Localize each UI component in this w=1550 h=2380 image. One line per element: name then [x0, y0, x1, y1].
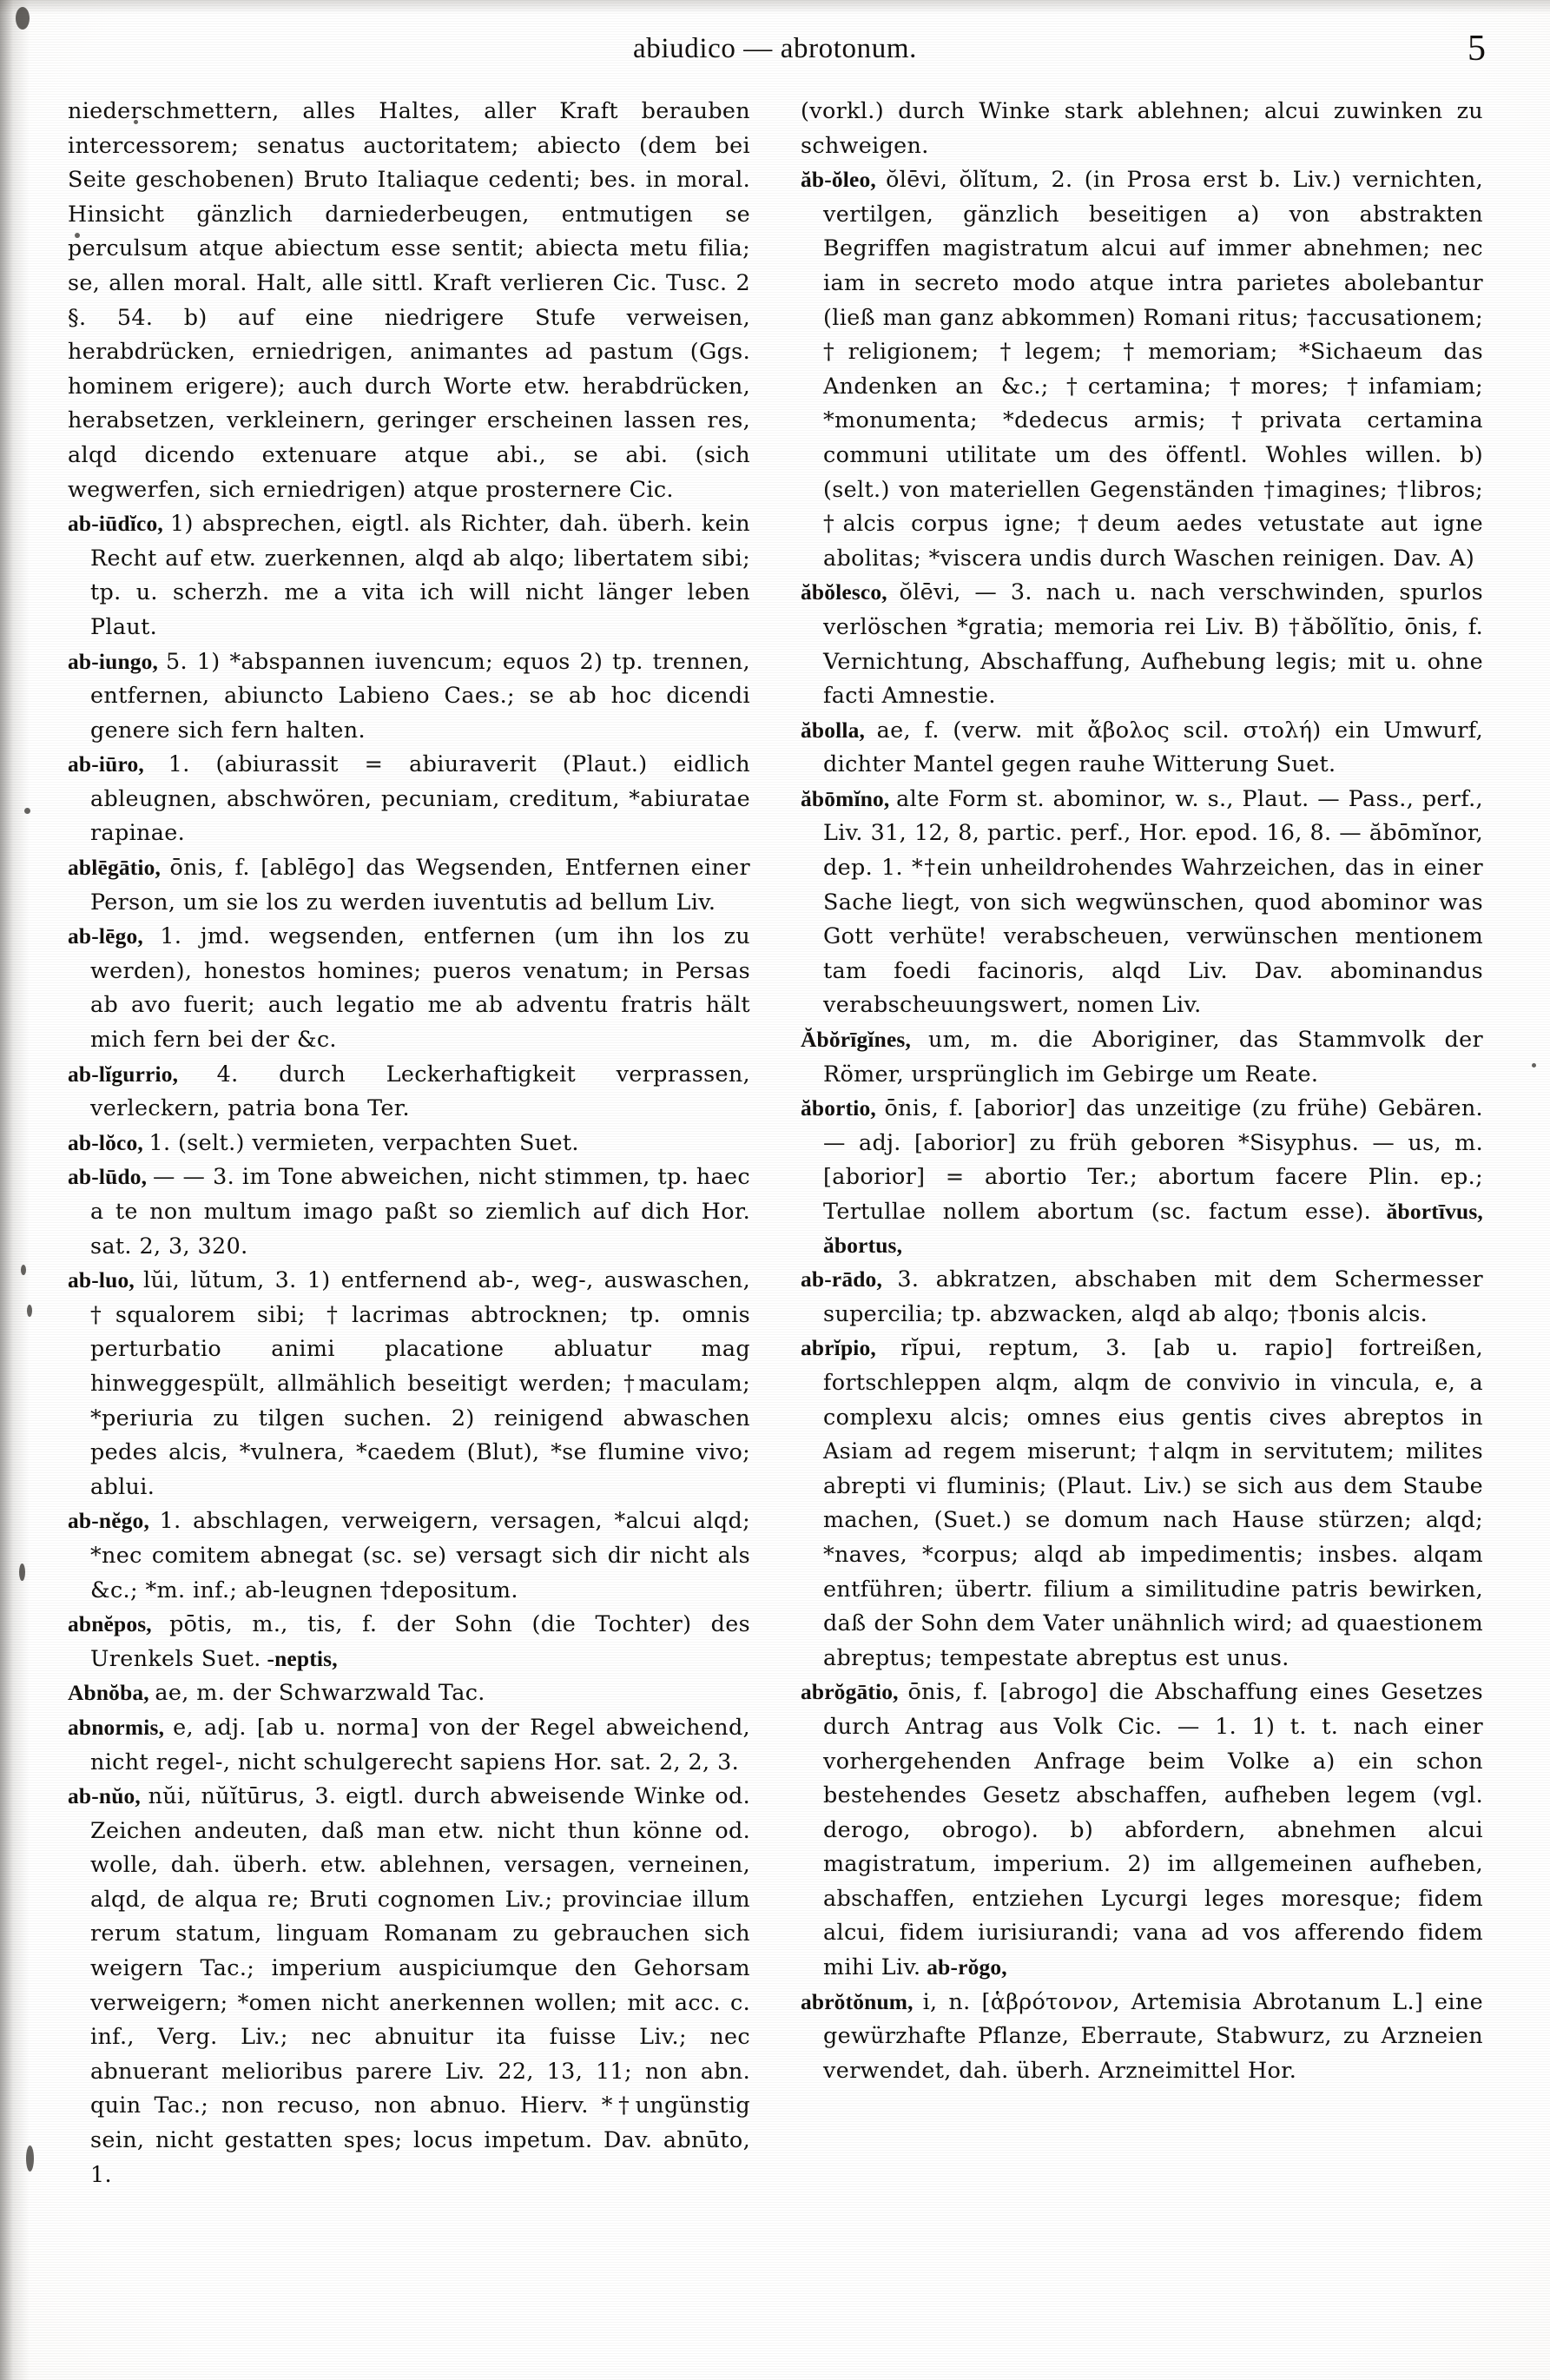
entry-body: ae, m. der Schwarzwald Tac.	[155, 1679, 485, 1706]
entry-body: alte Form st. abominor, w. s., Plaut. — Pass., perf., Liv. 31, 12, 8, partic. perf., Hor. epod. 16, 8. — ăbōmĭnor, dep. 1. *†ein unheildrohendes Wahrzeichen, das in einer Sache liegt, von sich wegwünschen, quod abominor was Gott verhüte! verabscheuen, verwünschen mentionem tam foedi facinoris, alqd Liv. Dav. abominandus verabscheuungswert, nomen Liv.	[823, 784, 1483, 1018]
entry-headword: abnormis,	[68, 1715, 165, 1740]
scan-speck	[24, 808, 30, 814]
scan-speck	[19, 1564, 25, 1581]
entry-body: ŏlēvi, ŏlĭtum, 2. (in Prosa erst b. Liv.) vernichten, vertilgen, gänzlich beseitigen a) von abstrakten Begriffen magistratum alcui auf immer abnehmen; nec iam in secreto modo atque intra parietes abolebantur (ließ man ganz abkommen) Romani ritus; †accusationem; †religionem; †legem; †memoriam; *Sichaeum das Andenken an &c.; †certamina; †mores; †infamiam; *monumenta; *dedecus armis; †privata certamina communi utilitate um des öffentl. Wohles willen. b) (selt.) von materiellen Gegenständen †imagines; †libros; †alcis corpus igne; †deum aedes vetustate aut igne abolitas; *viscera undis durch Waschen reinigen. Dav. A)	[823, 166, 1483, 571]
entry-headword: ăb-ŏleo,	[801, 168, 876, 193]
dictionary-entry	[801, 1675, 1483, 1984]
dictionary-entry	[68, 747, 750, 850]
entry-body: nŭi, nŭĭtūrus, 3. eigtl. durch abweisende Winke od. Zeichen andeuten, daß man etw. nicht thun könne od. wolle, dah. überh. etw. ablehnen, versagen, verneinen, alqd, de alqua re; Bruti cognomen Liv.; provinciae illum rerum statum, linguam Romanam zu gebrauchen sich weigern Tac.; imperium auspiciumque den Gehorsam verweigern; *omen nicht anerkennen wollen; mit acc. c. inf., Verg. Liv.; nec abnuitur ita fuisse Liv.; nec abnuerant melioribus parere Liv. 22, 13, 11; non abn. quin Tac.; non recuso, non abnuo. Hierv. *†ungünstig sein, nicht gestatten spes; locus impetum. Dav. abnūto, 1.	[90, 1782, 750, 2187]
entry-headword: ab-nŭo,	[68, 1784, 141, 1809]
entry-headword: abrŏtŏnum,	[801, 1989, 914, 2014]
entry-body: 1) absprechen, eigtl. als Richter, dah. überh. kein Recht auf etw. zuerkennen, alqd ab alqo; libertatem sibi; tp. u. scherzh. me a vita ich will nicht länger leben Plaut.	[90, 510, 750, 639]
entry-body: pōtis, m., tis, f. der Sohn (die Tochter) des Urenkels Suet.	[90, 1610, 750, 1671]
entry-body: 5. 1) *abspannen iuvencum; equos 2) tp. trennen, entfernen, abiuncto Labieno Caes.; se ab hoc dicendi genere sich fern halten.	[90, 647, 750, 743]
dictionary-entry	[801, 94, 1483, 162]
entry-headword-secondary: ăbortīvus,	[1371, 1200, 1483, 1224]
dictionary-entry	[68, 850, 750, 919]
entry-body: ōnis, f. [abrogo] die Abschaffung eines Gesetzes durch Antrag aus Volk Cic. — 1. 1) t. t. nach einer vorhergehenden Anfrage beim Volke a) ein schon bestehendes Gesetz abschaffen, aufheben legem (vgl. derogo, obrogo). b) abfordern, abnehmen alcui magistratum, imperium. 2) im allgemeinen aufheben, abschaffen, entziehen Lycurgi leges moresque; fidem alcui, fidem iurisiurandi; vana ad vos afferendo fidem mihi Liv.	[823, 1678, 1483, 1980]
page-number: 5	[1468, 29, 1486, 69]
entry-headword-secondary: -neptis,	[261, 1646, 338, 1671]
entry-body: ōnis, f. [aborior] das unzeitige (zu frühe) Gebären. — adj. [aborior] zu früh geboren *Sisyphus. — us, m. [aborior] = abortio Ter.; abortum facere Plin. ep.; Tertullae nollem abortum (sc. factum esse).	[823, 1094, 1483, 1224]
entry-body: 4. durch Leckerhaftigkeit verprassen, verleckern, patria bona Ter.	[90, 1060, 750, 1121]
text-columns	[68, 94, 1483, 2317]
scan-speck	[27, 1305, 32, 1317]
entry-headword: ăbŏlesco,	[801, 580, 887, 605]
scan-top-shadow	[0, 0, 1550, 14]
entry-body: um, m. die Aboriginer, das Stammvolk der Römer, ursprünglich im Gebirge um Reate.	[823, 1026, 1483, 1087]
entry-body: i, n. [ἁβρότονον, Artemisia Abrotanum L.] eine gewürzhafte Pflanze, Eberraute, Stabwurz, zu Arzneien verwendet, dah. überh. Arzneimittel Hor.	[823, 1987, 1483, 2083]
entry-body: 3. abkratzen, abschaben mit dem Schermesser supercilia; tp. abzwacken, alqd ab alqo; †bonis alcis.	[823, 1266, 1483, 1326]
scan-speck	[21, 1265, 26, 1275]
dictionary-entry	[68, 1710, 750, 1779]
entry-headword: ăbortio,	[801, 1096, 876, 1121]
scan-speck	[1532, 1063, 1536, 1068]
dictionary-entry	[801, 162, 1483, 575]
entry-headword: ab-lūdo,	[68, 1165, 148, 1190]
dictionary-entry	[68, 1779, 750, 2192]
entry-headword: ăbōmĭno,	[801, 786, 890, 811]
dictionary-entry	[801, 713, 1483, 782]
entry-headword: ab-iungo,	[68, 649, 159, 674]
scan-speck	[26, 2145, 34, 2172]
entry-body: lŭi, lŭtum, 3. 1) entfernend ab-, weg-, auswaschen, †squalorem sibi; †lacrimas abtrocknen; tp. omnis perturbatio animi placatione abluatur mag hinweggespült, allmählich beseitigt werden; †maculam; *periuria zu tilgen suchen. 2) reinigend abwaschen pedes alcis, *vulnera, *caedem (Blut), *se flumine vivo; ablui.	[90, 1266, 750, 1499]
scan-gutter-shadow	[0, 0, 30, 2380]
dictionary-entry	[801, 1091, 1483, 1262]
column-right	[801, 94, 1483, 2317]
entry-headword: abrĭpio,	[801, 1336, 876, 1361]
running-head	[0, 29, 1550, 75]
entry-body: rĭpui, reptum, 3. [ab u. rapio] fortreißen, fortschleppen alqm, alqm de convivio in vincula, e, a complexu alcis; omnes eius gentis cives abreptos in Asiam ad regem miserunt; †alqm in servitutem; milites abrepti vi fluminis; (Plaut. Liv.) se sich aus dem Staube machen, (Suet.) se domum nach Hause stürzen; alqd; *naves, *corpus; alqd ab impedimentis; insbes. alqam entführen; übertr. filium a similitudine patris bewirken, daß der Sohn dem Vater unähnlich wird; ad quaestionem abreptus; tempestate abreptus est unus.	[823, 1334, 1483, 1670]
entry-headword: ab-lĭgurrio,	[68, 1061, 179, 1087]
dictionary-entry	[68, 1057, 750, 1126]
entry-body: — — 3. im Tone abweichen, nicht stimmen, tp. haec a te non multum imago paßt so ziemlich auf dich Hor. sat. 2, 3, 320.	[90, 1163, 750, 1259]
dictionary-entry	[801, 1331, 1483, 1675]
dictionary-entry	[68, 919, 750, 1056]
dictionary-entry	[68, 1504, 750, 1607]
entry-body: 1. jmd. wegsenden, entfernen (um ihn los zu werden), honestos homines; pueros venatum; in Persas ab avo fuerit; auch legatio me ab adventu fratris hält mich fern bei der &c.	[90, 922, 750, 1053]
entry-headword: abnĕpos,	[68, 1612, 152, 1637]
entry-headword-tertiary: ăbortus,	[823, 1233, 903, 1258]
dictionary-entry	[68, 1160, 750, 1263]
entry-headword: Ăbŏrīgĭnes,	[801, 1028, 912, 1053]
dictionary-entry	[68, 94, 750, 506]
entry-body: 1. (abiurassit = abiuraverit (Plaut.) eidlich ableugnen, abschwören, pecuniam, creditum, *abiuratae rapinae.	[90, 750, 750, 846]
dictionary-entry	[801, 1985, 1483, 2088]
dictionary-entry	[68, 1263, 750, 1504]
entry-headword: ablēgātio,	[68, 856, 162, 881]
entry-body: 1. (selt.) vermieten, verpachten Suet.	[148, 1128, 579, 1155]
entry-headword: ab-rādo,	[801, 1267, 883, 1292]
scan-speck	[16, 7, 30, 30]
entry-headword: abrŏgātio,	[801, 1680, 899, 1705]
entry-body: 1. abschlagen, verweigern, versagen, *alcui alqd; *nec comitem abnegat (sc. se) versagt sich dir nicht als &c.; *m. inf.; ab-leugnen †depositum.	[90, 1507, 750, 1603]
entry-headword: ab-iūdĭco,	[68, 512, 163, 537]
dictionary-entry	[801, 1262, 1483, 1331]
entry-body: ae, f. (verw. mit ἄβολος scil. στολή) ein Umwurf, dichter Mantel gegen rauhe Witterung Suet.	[823, 716, 1483, 777]
dictionary-entry	[68, 506, 750, 644]
entry-headword: ab-lŏco,	[68, 1130, 143, 1155]
entry-headword: ab-nĕgo,	[68, 1509, 150, 1534]
entry-headword: ab-luo,	[68, 1268, 135, 1293]
entry-body: niederschmettern, alles Haltes, aller Kraft berauben intercessorem; senatus auctoritatem; abiecto (dem bei Seite geschobenen) Bruto Italiaque cedenti; bes. in moral. Hinsicht gänzlich darniederbeugen, entmutigen se perculsum atque abiectum esse sentit; abiecta metu filia; se, allen moral. Halt, alle sittl. Kraft verlieren Cic. Tusc. 2 §. 54. b) auf eine niedrigere Stufe verweisen, herabdrücken, erniedrigen, animantes ad pastum (Ggs. hominem erigere); auch durch Worte etw. herabdrücken, herabsetzen, verkleinern, geringer erscheinen lassen res, alqd dicendo extenuare atque abi., se abi. (sich wegwerfen, sich erniedrigen) atque prosternere Cic.	[68, 97, 750, 502]
dictionary-entry	[68, 1676, 750, 1710]
entry-body: ōnis, f. [ablēgo] das Wegsenden, Entfernen einer Person, um sie los zu werden iuventutis ad bellum Liv.	[90, 854, 750, 915]
entry-headword-secondary: ab-rŏgo,	[920, 1955, 1007, 1980]
running-head-title: abiudico — abrotonum.	[633, 33, 917, 64]
column-left	[68, 94, 750, 2317]
entry-headword: ăbolla,	[801, 717, 866, 743]
dictionary-entry	[801, 782, 1483, 1022]
dictionary-entry	[68, 645, 750, 748]
entry-headword: ab-lēgo,	[68, 924, 143, 949]
dictionary-entry	[68, 1607, 750, 1676]
dictionary-entry	[801, 575, 1483, 712]
entry-headword: ab-iūro,	[68, 752, 144, 777]
entry-body: (vorkl.) durch Winke stark ablehnen; alcui zuwinken zu schweigen.	[801, 97, 1483, 158]
entry-headword: Abnŏba,	[68, 1681, 149, 1706]
dictionary-entry	[68, 1126, 750, 1160]
entry-body: e, adj. [ab u. norma] von der Regel abweichend, nicht regel-, nicht schulgerecht sapiens Hor. sat. 2, 2, 3.	[90, 1713, 750, 1775]
dictionary-entry	[801, 1022, 1483, 1091]
entry-body: ŏlēvi, — 3. nach u. nach verschwinden, spurlos verlöschen *gratia; memoria rei Liv. B) †ăbŏlĭtio, ōnis, f. Vernichtung, Abschaffung, Aufhebung legis; mit u. ohne facti Amnestie.	[823, 578, 1483, 709]
